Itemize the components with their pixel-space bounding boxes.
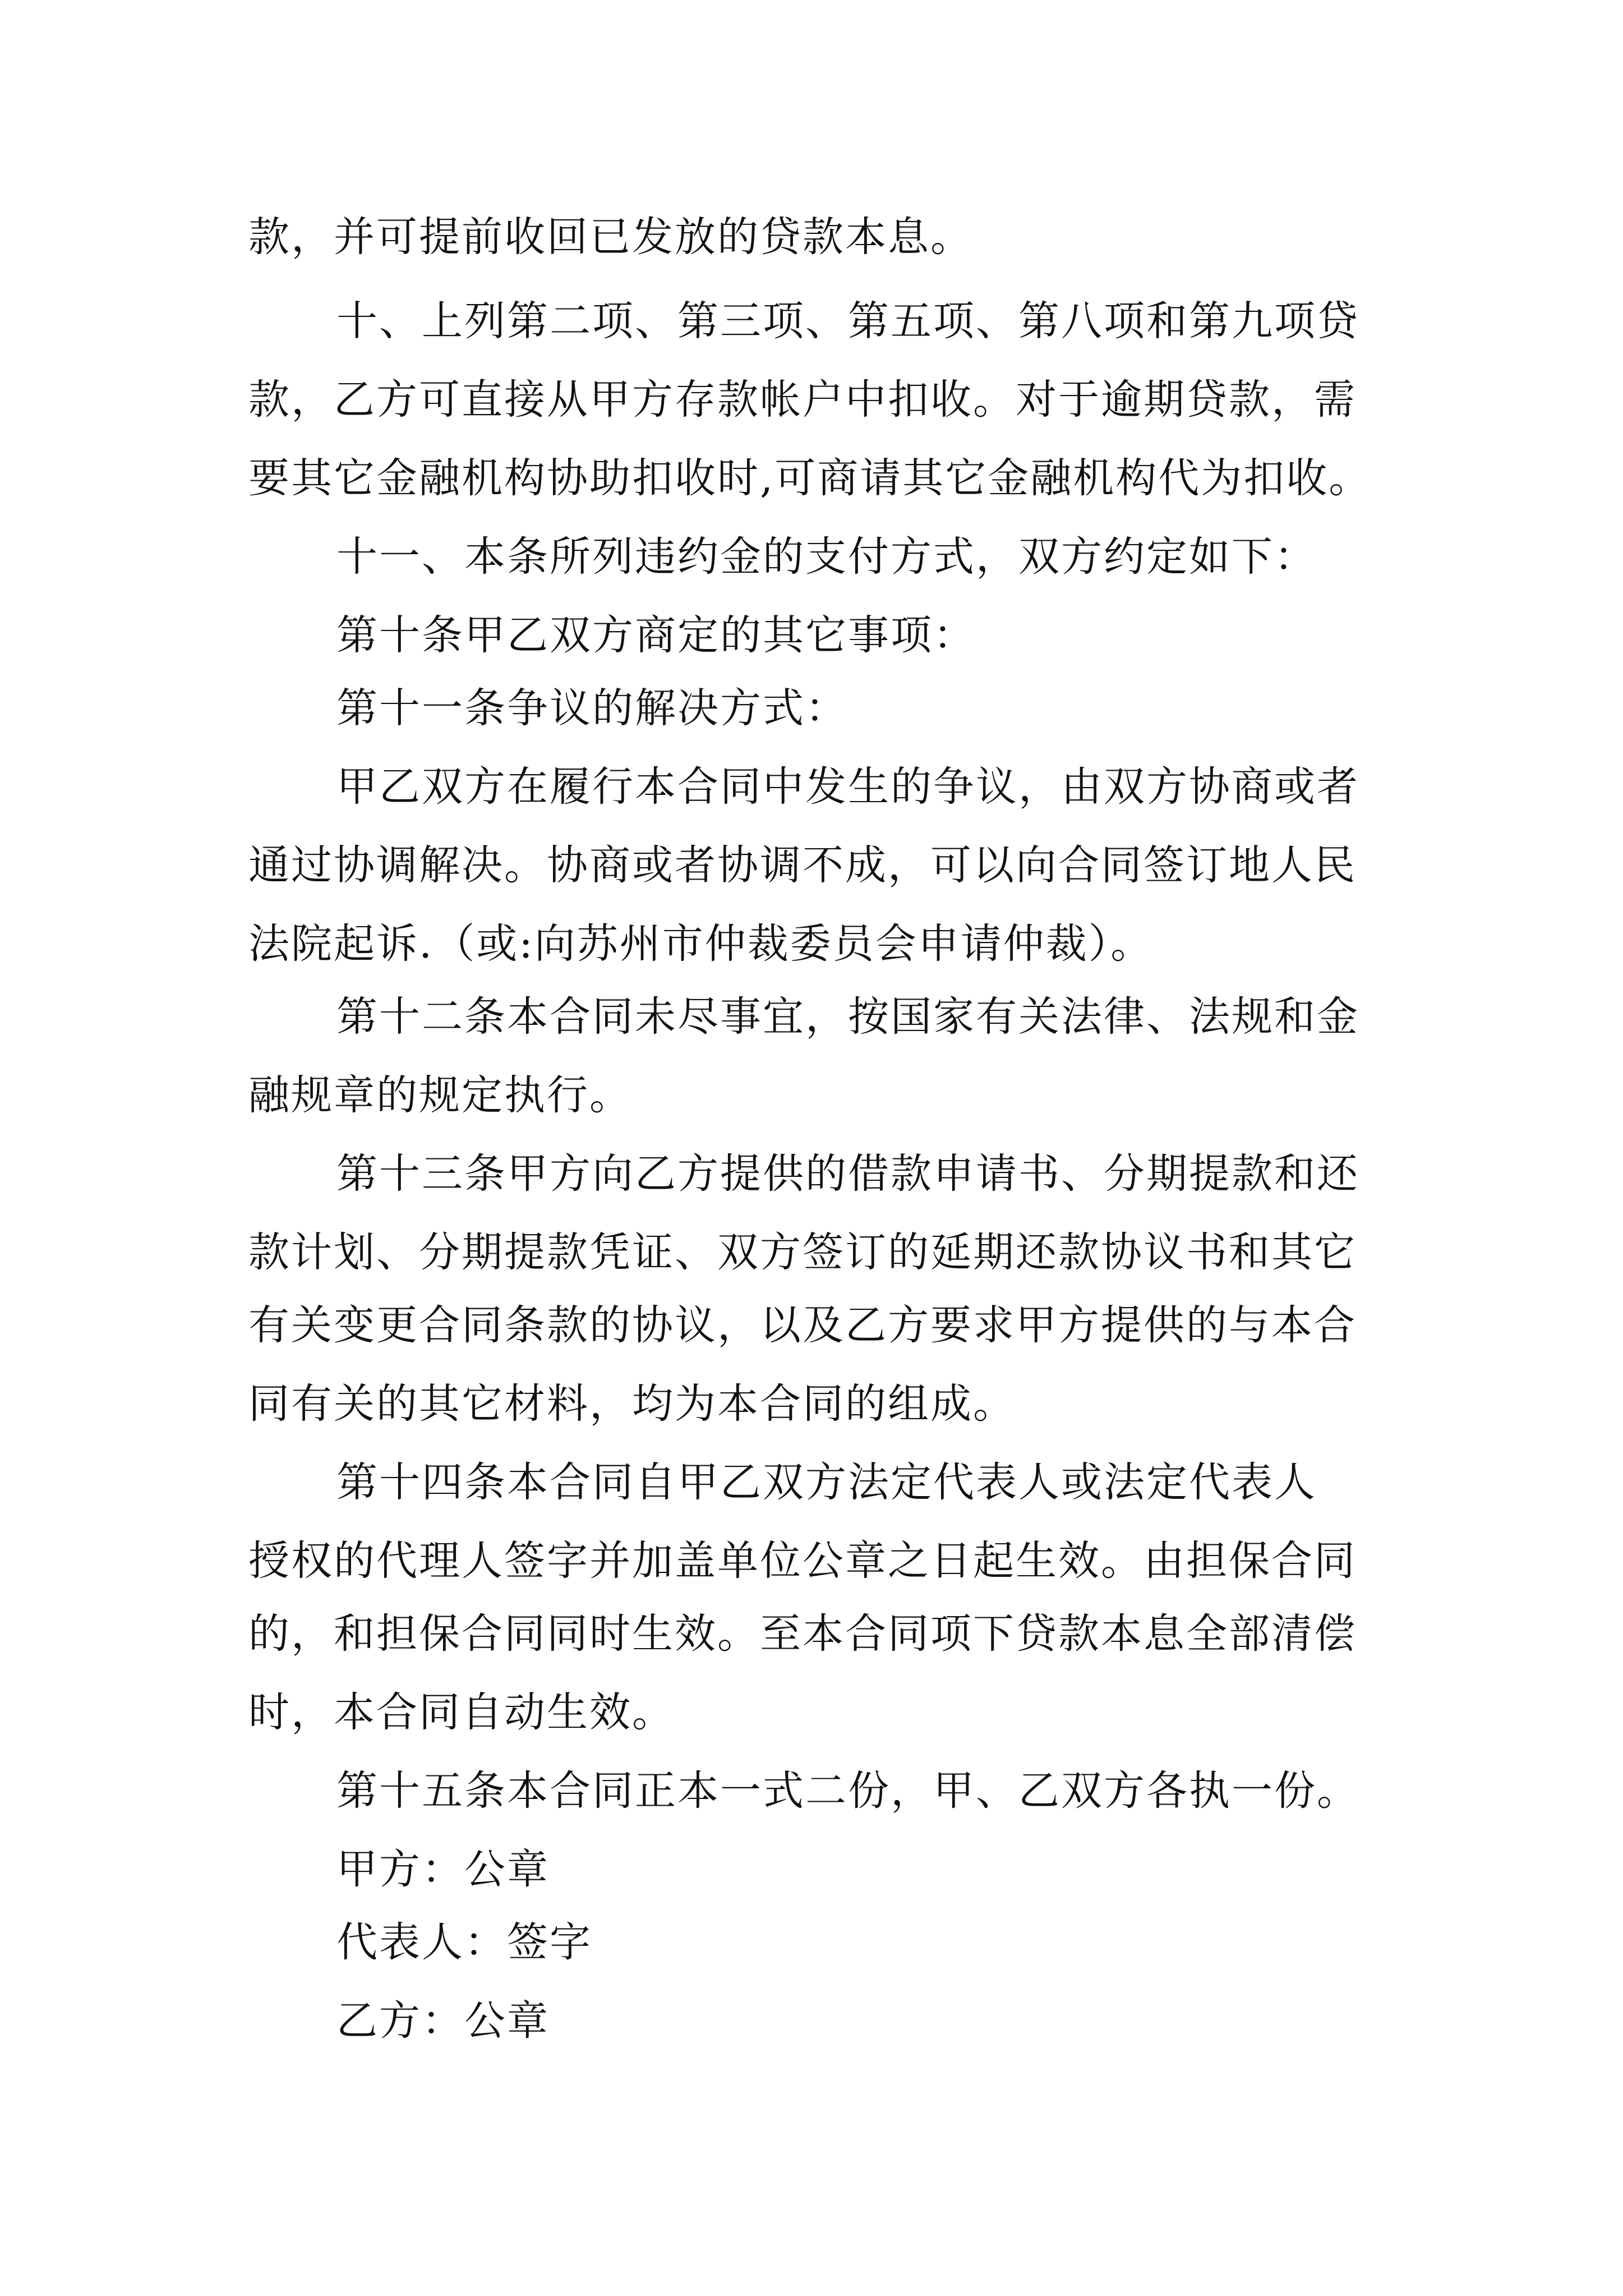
text-line: 授权的代理人签字并加盖单位公章之日起生效。由担保合同 — [248, 1537, 1357, 1585]
text-line: 十一、本条所列违约金的支付方式，双方约定如下： — [336, 533, 1317, 581]
text-line: 代表人：签字 — [336, 1918, 592, 1966]
text-line: 十、上列第二项、第三项、第五项、第八项和第九项贷 — [336, 297, 1359, 345]
text-line: 第十条甲乙双方商定的其它事项： — [336, 611, 976, 659]
text-line: 第十四条本合同自甲乙双方法定代表人或法定代表人 — [336, 1458, 1317, 1506]
text-line: 乙方：公章 — [336, 1997, 550, 2045]
text-line: 的，和担保合同同时生效。至本合同项下贷款本息全部清偿 — [248, 1610, 1357, 1658]
text-line: 甲方：公章 — [336, 1846, 550, 1893]
text-line: 要其它金融机构协助扣收时,可商请其它金融机构代为扣收。 — [248, 454, 1372, 502]
text-line: 款计划、分期提款凭证、双方签订的延期还款协议书和其它 — [248, 1228, 1357, 1276]
text-line: 款，乙方可直接从甲方存款帐户中扣收。对于逾期贷款，需 — [248, 376, 1357, 424]
text-line: 同有关的其它材料，均为本合同的组成。 — [248, 1380, 1016, 1428]
text-line: 时，本合同自动生效。 — [248, 1688, 675, 1736]
text-line: 融规章的规定执行。 — [248, 1071, 632, 1119]
text-line: 第十五条本合同正本一式二份，甲、乙双方各执一份。 — [336, 1767, 1359, 1815]
text-line: 第十三条甲方向乙方提供的借款申请书、分期提款和还 — [336, 1150, 1359, 1198]
text-line: 第十二条本合同未尽事宜，按国家有关法律、法规和金 — [336, 993, 1359, 1041]
text-line: 第十一条争议的解决方式： — [336, 684, 848, 732]
text-line: 甲乙双方在履行本合同中发生的争议，由双方协商或者 — [336, 763, 1359, 811]
text-line: 法院起诉.（或:向苏州市仲裁委员会申请仲裁）。 — [248, 920, 1154, 968]
text-line: 通过协调解决。协商或者协调不成，可以向合同签订地人民 — [248, 841, 1357, 889]
text-line: 款，并可提前收回已发放的贷款本息。 — [248, 213, 973, 261]
text-line: 有关变更合同条款的协议，以及乙方要求甲方提供的与本合 — [248, 1301, 1357, 1349]
